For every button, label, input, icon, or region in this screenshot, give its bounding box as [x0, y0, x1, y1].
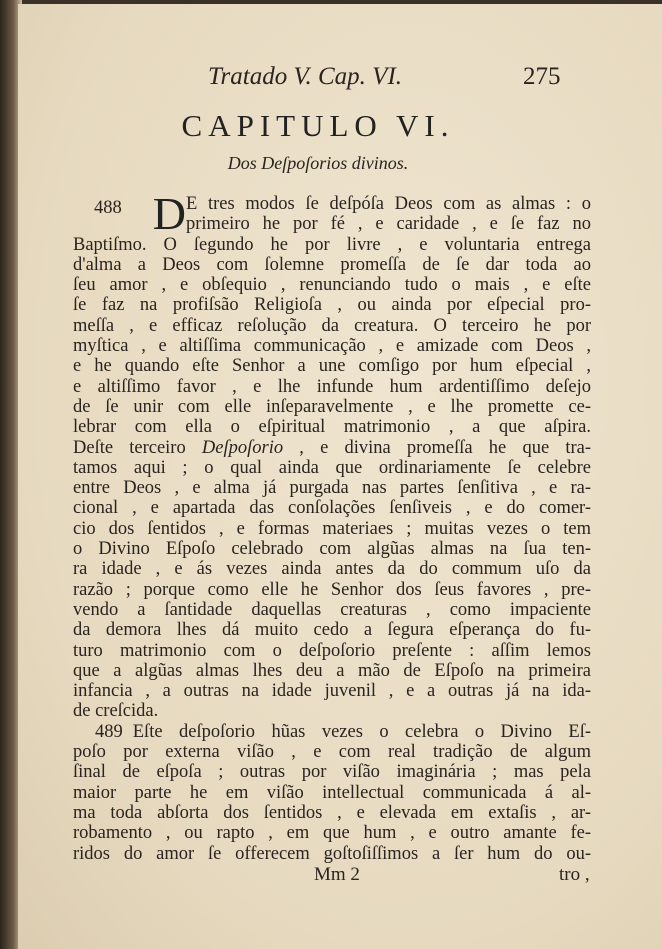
drop-cap: D [152, 188, 186, 239]
text-line [73, 681, 591, 701]
text-line [73, 823, 591, 843]
paragraph-number: 488 [94, 198, 122, 218]
text-segment: d'alma a Deos com ſolemne promeſſa de ſe dar toda ao [73, 254, 591, 275]
text-line [73, 539, 591, 559]
text-segment: Deſpoſorio [201, 437, 284, 458]
text-segment: , e divina promeſſa he que tra- [283, 437, 591, 458]
text-segment: ridos do amor ſe offerecem goſtoſiſſimos a ſer hum do ou- [73, 843, 591, 864]
text-line [73, 641, 591, 661]
text-segment: razão ; porque como elle he Senhor dos ſeus favores , pre- [73, 579, 591, 600]
text-line [73, 742, 591, 762]
text-line [73, 620, 591, 640]
text-segment: entre Deos , e alma já purgada nas partes ſenſitiva , e ra- [73, 478, 591, 499]
text-segment: meſſa , e efficaz reſolução da creatura. O terceiro he por [73, 315, 591, 336]
text-line [73, 762, 591, 782]
text-segment: Eſte deſpoſorio hũas vezes o celebra o Divino Eſ- [132, 721, 591, 742]
text-segment: e altiſſimo favor , e lhe infunde hum ardentiſſimo deſejo [73, 376, 591, 397]
text-line [73, 498, 591, 518]
text-segment: ſeu amor , e obſequio , renunciando tudo o mais , e eſte [73, 275, 591, 296]
paragraph-opening-marks [73, 188, 186, 239]
text-segment: de creſcida. [73, 701, 159, 722]
text-segment: de ſe unir com elle inſeparavelmente , e lhe promette ce- [73, 396, 591, 417]
text-line [73, 803, 591, 823]
text-line [73, 438, 591, 458]
text-line [73, 397, 591, 417]
text-segment: infancia , a outras na idade juvenil , e a outras já na ida- [73, 681, 591, 702]
text-segment: primeiro he por fé , e caridade , e ſe faz no [186, 214, 591, 235]
text-line [73, 275, 591, 295]
text-line [73, 661, 591, 681]
text-line [73, 336, 591, 356]
text-line [73, 295, 591, 315]
text-line [73, 478, 591, 498]
chapter-subtitle: Dos Deſpoſorios divinos. [227, 153, 409, 173]
text-line [73, 844, 591, 864]
paragraph-opening-lines [186, 194, 591, 235]
text-segment: Deſte terceiro [73, 437, 202, 458]
text-segment: o Divino Eſpoſo celebrado com algũas almas na ſua ten- [73, 539, 591, 560]
text-segment: ma toda abſorta dos ſentidos , e elevada em extaſis , ar- [73, 802, 591, 823]
text-line [73, 580, 591, 600]
text-line [73, 559, 591, 579]
text-segment: Baptiſmo. O ſegundo he por livre , e voluntaria entrega [73, 234, 591, 255]
text-line [186, 214, 591, 234]
text-segment: ſinal de eſpoſa ; outras por viſão imaginária ; mas pela [73, 762, 591, 783]
chapter-title: CAPITULO VI. [181, 108, 455, 143]
text-segment: maior parte he em viſão intellectual communicada á al- [73, 782, 591, 803]
body-text [73, 188, 591, 864]
text-line [73, 255, 591, 275]
page-number: 275 [523, 63, 561, 90]
text-segment: ſe faz na profiſsão Religioſa , ou ainda por eſpecial pro- [73, 295, 591, 316]
text-segment: robamento , ou rapto , em que hum , e outro amante fe- [73, 823, 591, 844]
text-segment: poſo por externa viſão , e com real tradição de algum [73, 742, 591, 763]
paragraph-opening [73, 188, 591, 239]
text-line [73, 356, 591, 376]
text-line [73, 458, 591, 478]
running-title: Tratado V. Cap. VI. [208, 63, 403, 90]
text-line [73, 377, 591, 397]
text-segment: 489 [95, 721, 123, 742]
text-line [73, 235, 591, 255]
text-segment: que a algũas almas lhes deu a mão de Eſpoſo na primeira [73, 660, 591, 681]
text-line [73, 701, 591, 721]
signature-mark: Mm 2 [314, 864, 360, 885]
text-line [73, 783, 591, 803]
text-line [186, 194, 591, 214]
text-segment: da demora lhes dá muito cedo a ſegura eſperança do fu- [73, 620, 591, 641]
text-line [73, 722, 591, 742]
text-segment: vendo a ſantidade daquellas creaturas , como impaciente [73, 599, 591, 620]
book-page [18, 4, 662, 949]
text-line [73, 316, 591, 336]
text-segment: cio dos ſentidos , e formas materiaes ; muitas vezes o tem [73, 518, 591, 539]
text-line [73, 417, 591, 437]
text-segment: lebrar com ella o eſpiritual matrimonio , a que aſpira. [73, 417, 591, 438]
catchword: tro , [559, 864, 590, 885]
text-line [73, 519, 591, 539]
text-segment: e he quando eſte Senhor a une comſigo por hum eſpecial , [73, 356, 591, 377]
text-segment: ra idade , e ás vezes ainda antes da do commum uſo da [73, 559, 591, 580]
text-segment: E tres modos ſe deſpóſa Deos com as almas : o [186, 194, 591, 214]
text-segment: turo matrimonio com o deſpoſorio preſente : aſſim lemos [73, 640, 591, 661]
text-segment: tamos aqui ; o qual ainda que ordinariamente ſe celebre [73, 457, 591, 478]
text-line [73, 600, 591, 620]
text-segment: myſtica , e altiſſima communicação , e amizade com Deos , [73, 336, 591, 357]
text-segment: cional , e apartada das conſolações ſenſiveis , e do comer- [73, 498, 591, 519]
